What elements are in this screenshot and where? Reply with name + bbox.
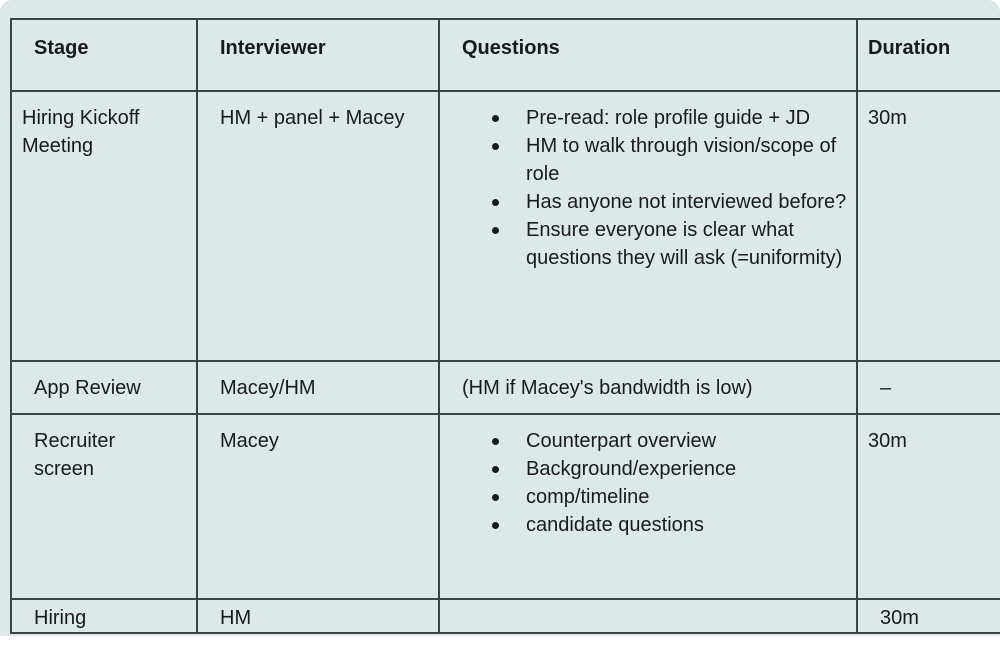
- stage-cell: App Review: [11, 361, 197, 414]
- header-stage: Stage: [11, 19, 197, 91]
- interviewer-cell: HM: [197, 599, 439, 633]
- list-item: Has anyone not interviewed before?: [492, 188, 856, 216]
- duration-cell: 30m: [857, 599, 1000, 633]
- header-row: [11, 19, 1000, 91]
- list-item: HM to walk through vision/scope of role: [492, 132, 856, 188]
- table-row: [11, 599, 1000, 633]
- interviewer-cell: Macey: [197, 414, 439, 599]
- table-row: [11, 361, 1000, 414]
- list-item: Counterpart overview: [492, 427, 856, 455]
- list-item: Background/experience: [492, 455, 856, 483]
- questions-cell: [439, 414, 857, 599]
- table-row: [11, 91, 1000, 361]
- questions-cell: [439, 91, 857, 361]
- interviewer-cell: Macey/HM: [197, 361, 439, 414]
- duration-cell: 30m: [857, 414, 1000, 599]
- stage-cell: Recruiter screen: [11, 414, 197, 599]
- interview-stages-table: [10, 18, 1000, 634]
- header-interviewer: Interviewer: [197, 19, 439, 91]
- duration-cell: –: [857, 361, 1000, 414]
- list-item: comp/timeline: [492, 483, 856, 511]
- list-item: Ensure everyone is clear what questions they will ask (=uniformity): [492, 216, 856, 272]
- questions-cell: [439, 599, 857, 633]
- interviewer-cell: HM + panel + Macey: [197, 91, 439, 361]
- header-duration: Duration: [857, 19, 1000, 91]
- stage-cell: Hiring Kickoff Meeting: [11, 91, 197, 361]
- questions-cell: (HM if Macey's bandwidth is low): [439, 361, 857, 414]
- list-item: candidate questions: [492, 511, 856, 539]
- stage-cell: Hiring: [11, 599, 197, 633]
- header-questions: Questions: [439, 19, 857, 91]
- list-item: Pre-read: role profile guide + JD: [492, 104, 856, 132]
- table-row: [11, 414, 1000, 599]
- duration-cell: 30m: [857, 91, 1000, 361]
